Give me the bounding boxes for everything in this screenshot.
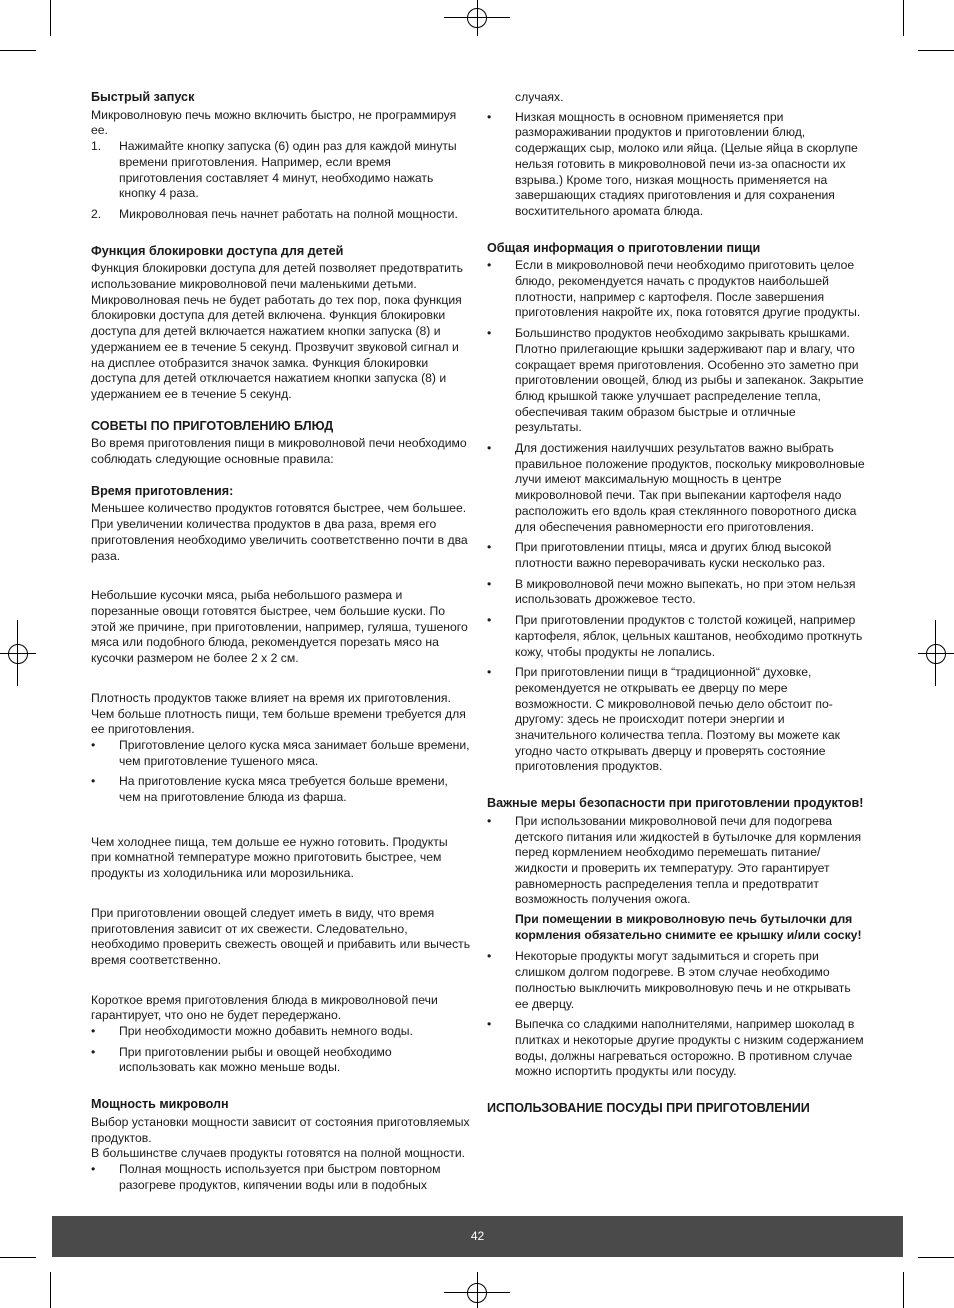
power-continuation: случаях. — [515, 90, 564, 104]
power-bullets-cont — [487, 110, 865, 220]
crop-mark — [918, 50, 954, 51]
bullet: • — [487, 109, 492, 124]
bullet: • — [487, 258, 492, 273]
list-item — [91, 1024, 471, 1040]
list-text: Нажимайте кнопку запуска (6) один раз для каждой минуты времени приготовления. Например, если время приготовления составляет 4 минут, необходимо нажать кнопку 4 раза. — [119, 139, 457, 201]
footer-bar — [52, 1216, 903, 1257]
section-title-dishes: ИСПОЛЬЗОВАНИЕ ПОСУДЫ ПРИ ПРИГОТОВЛЕНИИ — [487, 1101, 810, 1116]
list-text: При приготовлении рыбы и овощей необходимо использовать как можно меньше воды. — [119, 1044, 392, 1075]
bullet: • — [487, 613, 492, 628]
list-number: 2. — [91, 206, 102, 221]
section-title-quick-start: Быстрый запуск — [91, 90, 195, 104]
list-text: Большинство продуктов необходимо закрывать крышками. Плотно прилегающие крышки задерживают пар и влагу, что сокращает время приготовления. Особенно это заметно при приготовлении овощей, блюд из рыбы и запеканок. Закрытие блюд крышкой также улучшает распределение тепла, обеспечивая таким образом быстрые и отличные результаты. — [515, 326, 864, 435]
power-paragraph: Выбор установки мощности зависит от состояния приготовляемых продуктов. — [91, 1114, 470, 1145]
cooking-time-paragraph: Плотность продуктов также влияет на время их приготовления. Чем больше плотность пищи, тем больше времени требуется для ее приготовления. — [91, 690, 466, 737]
right-column — [487, 90, 865, 1119]
child-lock-body: Функция блокировки доступа для детей позволяет предотвратить использование микроволновой печи маленькими детьми. Микроволновая печь не будет работать до тех пор, пока функция блокировки доступа для детей включена. Функция блокировки доступа для детей включается нажатием кнопки запуска (8) и удержанием ее в течение 5 секунд. Прозвучит звуковой сигнал и на дисплее отобразится значок замка. Функция блокировки доступа для детей отключается нажатием кнопки запуска (8) и удержанием ее в течение 5 секунд. — [91, 261, 463, 401]
bullet: • — [91, 1024, 96, 1039]
bullet: • — [487, 813, 492, 828]
left-column — [91, 90, 471, 1198]
list-item — [91, 1162, 471, 1193]
section-title-cooking-time: Время приготовления: — [91, 483, 234, 498]
bullet: • — [91, 1161, 96, 1176]
cooking-time-bullets — [91, 1024, 471, 1076]
section-title-child-lock: Функция блокировки доступа для детей — [91, 243, 344, 258]
list-item — [487, 665, 865, 775]
safety-bullets — [487, 814, 865, 1080]
list-text: Полная мощность используется при быстром повторном разогреве продуктов, кипячении воды или в подобных — [119, 1161, 441, 1192]
crop-mark — [0, 1257, 36, 1258]
safety-warning-note: При помещении в микроволновую печь бутылочки для кормления обязательно снимите ее крышку и/или соску! — [515, 912, 866, 942]
list-item — [487, 540, 865, 571]
crop-mark — [0, 50, 36, 51]
list-text: Низкая мощность в основном применяется при размораживании продуктов и приготовлении блюд, содержащих сыр, молоко или яйца. (Целые яйца в скорлупе нельзя готовить в микроволновой печи из-за опасности их взрыва.) Кроме того, низкая мощность применяется на завершающих стадиях приготовления и для сохранения восхитительного аромата блюда. — [515, 109, 858, 218]
list-text: При приготовлении продуктов с толстой кожицей, например картофеля, яблок, цельных каштанов, необходимо проткнуть кожу, чтобы продукты не лопались. — [515, 613, 863, 659]
list-text: Приготовление целого куска мяса занимает больше времени, чем приготовление тушеного мяса. — [119, 737, 470, 768]
general-bullets — [487, 258, 865, 775]
cooking-time-bullets — [91, 738, 471, 806]
list-text: Для достижения наилучших результатов важно выбрать правильное положение продуктов, поскольку микроволновые лучи имеют максимальную мощность в центре микроволновой печи. Так при выпекании картофеля надо расположить его вдоль края стеклянного поворотного диска для обеспечения равномерности его приготовления. — [515, 441, 865, 534]
list-text: Если в микроволновой печи необходимо приготовить целое блюдо, рекомендуется начать с продуктов наибольшей плотности, например с картофеля. После завершения приготовления накройте их, пока готовятся другие продукты. — [515, 258, 861, 320]
list-text: При приготовлении пищи в “традиционной“ духовке, рекомендуется не открывать ее дверцу по мере возможности. С микроволновой печью дело обстоит по-другому: здесь не происходит потери энергии и значительного количества тепла. Поэтому вы можете как угодно часто открывать дверцу и проверять состояние приготовления продуктов. — [515, 665, 840, 774]
bullet: • — [91, 737, 96, 752]
cooking-time-paragraph: Короткое время приготовления блюда в микроволновой печи гарантирует, что оно не будет передержано. — [91, 992, 438, 1023]
list-item — [487, 1017, 865, 1080]
list-text: На приготовление куска мяса требуется больше времени, чем на приготовление блюда из фарша. — [119, 774, 448, 805]
bullet: • — [487, 576, 492, 591]
list-item — [487, 110, 865, 220]
section-title-general: Общая информация о приготовлении пищи — [487, 240, 761, 255]
crop-mark — [903, 1272, 904, 1308]
list-item — [487, 258, 865, 321]
bullet: • — [487, 1017, 492, 1032]
list-text: В микроволновой печи можно выпекать, но при этом нельзя использовать дрожжевое тесто. — [515, 576, 856, 607]
cooking-time-paragraph: Небольшие кусочки мяса, рыба небольшого размера и порезанные овощи готовятся быстрее, чем большие куски. По этой же причине, при приготовлении, например, гуляша, тушеного мяса или подобного блюда, рекомендуется порезать мясо на кусочки размером не более 2 x 2 см. — [91, 588, 468, 666]
cooking-time-paragraph: Меньшее количество продуктов готовятся быстрее, чем большее. При увеличении количества продуктов в два раза, время его приготовления необходимо увеличить соответственно почти в два раза. — [91, 501, 468, 563]
bullet: • — [487, 326, 492, 341]
list-item — [487, 577, 865, 608]
section-title-safety: Важные меры безопасности при приготовлении продуктов! — [487, 796, 864, 811]
bullet: • — [487, 665, 492, 680]
list-item — [91, 774, 471, 805]
bullet: • — [487, 441, 492, 456]
tips-body: Во время приготовления пищи в микроволновой печи необходимо соблюдать следующие основные правила: — [91, 436, 467, 467]
list-text: При приготовлении птицы, мяса и других блюд высокой плотности важно переворачивать куски несколько раз. — [515, 540, 832, 570]
list-text: При необходимости можно добавить немного воды. — [119, 1024, 413, 1039]
list-item — [487, 613, 865, 660]
bullet: • — [91, 774, 96, 789]
bullet: • — [487, 949, 492, 964]
crop-mark — [50, 0, 51, 36]
power-paragraph: В большинстве случаев продукты готовятся на полной мощности. — [91, 1146, 466, 1161]
list-item — [487, 949, 865, 1012]
crop-mark — [903, 0, 904, 36]
crop-mark — [50, 1272, 51, 1308]
list-text: Микроволновая печь начнет работать на полной мощности. — [119, 206, 458, 221]
bullet: • — [91, 1044, 96, 1059]
cooking-time-paragraph: При приготовлении овощей следует иметь в виду, что время приготовления зависит от их свежести. Следовательно, необходимо проверить свежесть овощей и прибавить или вычесть время соответственно. — [91, 905, 471, 967]
list-item — [487, 814, 865, 908]
list-item — [91, 1045, 471, 1076]
page-number: 42 — [470, 1229, 485, 1243]
list-number: 1. — [91, 139, 102, 154]
quick-start-intro: Микроволновую печь можно включить быстро, не программируя ее. — [91, 107, 457, 138]
cooking-time-paragraph: Чем холоднее пища, тем дольше ее нужно готовить. Продукты при комнатной температуре можно приготовить быстрее, чем продукты из холодильника или морозильника. — [91, 834, 448, 881]
quick-start-steps — [91, 139, 471, 223]
list-text: При использовании микроволновой печи для подогрева детского питания или жидкостей в бутылочке для кормления перед кормлением необходимо перемешать питание/жидкости и проверить их температуру. Это гарантирует равномерность распределения тепла и предотвратит возможность получения ожога. — [515, 813, 862, 907]
power-bullets — [91, 1162, 471, 1193]
list-item — [487, 326, 865, 436]
crop-mark — [918, 1257, 954, 1258]
section-title-power: Мощность микроволн — [91, 1097, 229, 1112]
bullet: • — [487, 540, 492, 555]
list-item — [91, 139, 471, 202]
section-title-tips: СОВЕТЫ ПО ПРИГОТОВЛЕНИЮ БЛЮД — [91, 418, 334, 433]
list-text: Некоторые продукты могут задымиться и сгореть при слишком долгом подогреве. В этом случае необходимо полностью выключить микроволновую печь и не открывать ее дверцу. — [515, 949, 851, 1011]
list-item — [91, 207, 471, 223]
list-item — [91, 738, 471, 769]
list-text: Выпечка со сладкими наполнителями, например шоколад в плитках и некоторые другие продукты с низким содержанием воды, должны нагреваться осторожно. В противном случае можно испортить продукты или посуду. — [515, 1017, 864, 1079]
list-item — [487, 441, 865, 535]
